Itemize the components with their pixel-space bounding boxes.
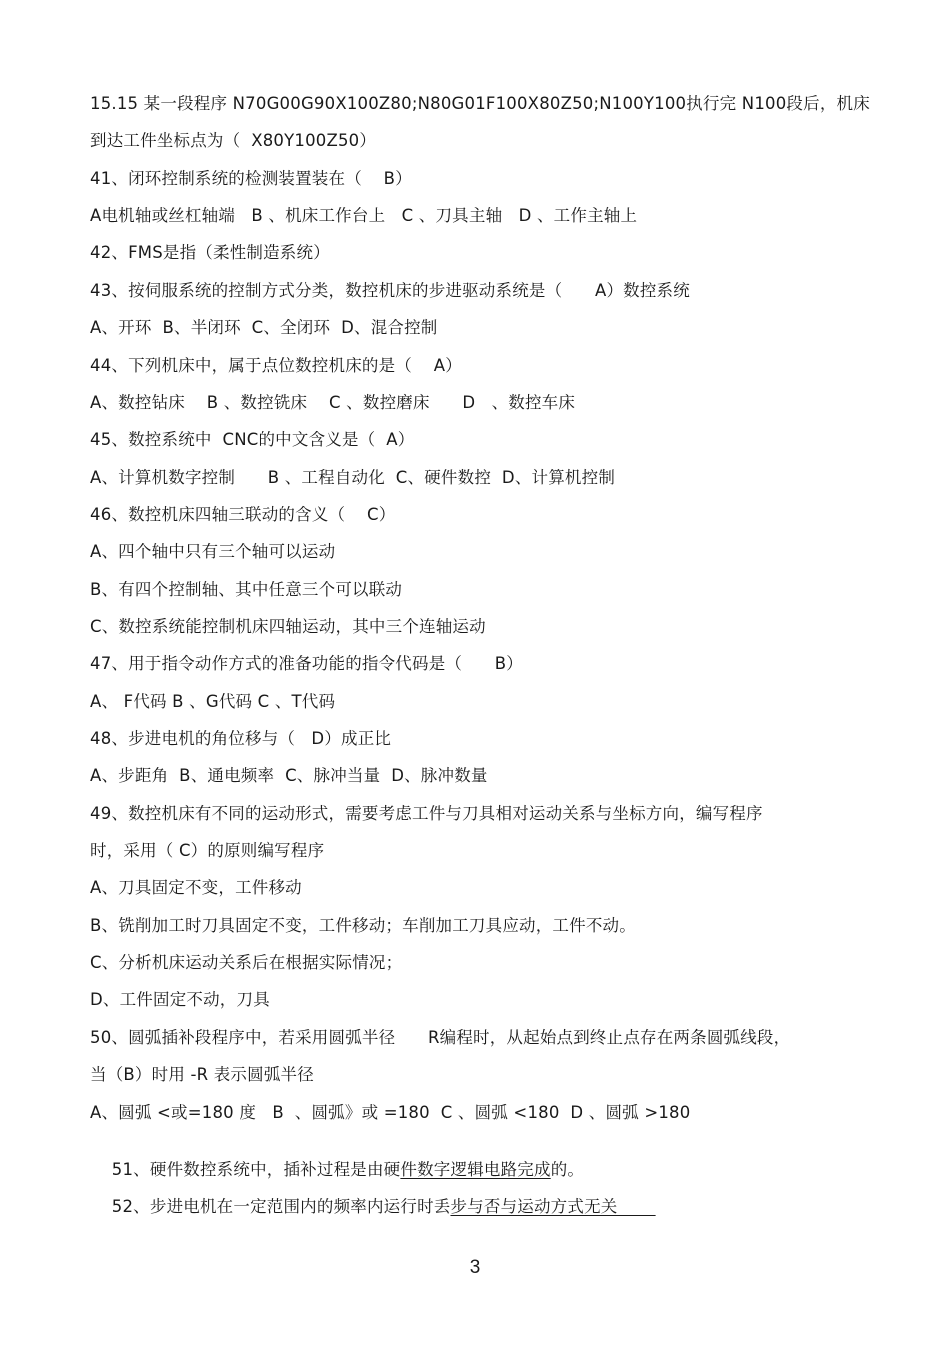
text-line-q49-1: 49、数控机床有不同的运动形式，需要考虑工件与刀具相对运动关系与坐标方向，编写程序 bbox=[90, 804, 763, 823]
text-line-q47-options: A、 F代码 B 、G代码 C 、T代码 bbox=[90, 692, 336, 711]
text-line-q46-option-c: C、数控系统能控制机床四轴运动，其中三个连轴运动 bbox=[90, 617, 486, 636]
text-line-q45: 45、数控系统中 CNC的中文含义是（ A） bbox=[90, 430, 415, 449]
text-line-q46-option-b: B、有四个控制轴、其中任意三个可以联动 bbox=[90, 580, 403, 599]
text-line-q45-options: A、计算机数字控制 B 、工程自动化 C、硬件数控 D、计算机控制 bbox=[90, 468, 616, 487]
text-line-q15-2: 到达工件坐标点为（ X80Y100Z50） bbox=[90, 131, 377, 150]
text-line-q41-options: A电机轴或丝杠轴端 B 、机床工作台上 C 、刀具主轴 D 、工作主轴上 bbox=[90, 206, 638, 225]
text-line-q47: 47、用于指令动作方式的准备功能的指令代码是（ B） bbox=[90, 654, 523, 673]
text-line-q49-option-d: D、工件固定不动，刀具 bbox=[90, 990, 270, 1009]
q51-underlined-answer: 件数字逻辑电路完成 bbox=[400, 1160, 551, 1179]
text-line-q52 bbox=[90, 1177, 656, 1237]
text-line-q43: 43、按伺服系统的控制方式分类，数控机床的步进驱动系统是（ A）数控系统 bbox=[90, 281, 690, 300]
text-line-q49-2: 时，采用（ C）的原则编写程序 bbox=[90, 841, 325, 860]
text-line-q44-options: A、数控钻床 B 、数控铣床 C 、数控磨床 D 、数控车床 bbox=[90, 393, 576, 412]
q51-text: 51、硬件数控系统中，插补过程是由硬 bbox=[111, 1160, 401, 1179]
q52-underlined-answer: 步与否与运动方式无关 bbox=[450, 1197, 656, 1216]
text-line-q49-option-a: A、刀具固定不变，工件移动 bbox=[90, 878, 302, 897]
text-line-q46-option-a: A、四个轴中只有三个轴可以运动 bbox=[90, 542, 336, 561]
text-line-q48-options: A、步距角 B、通电频率 C、脉冲当量 D、脉冲数量 bbox=[90, 766, 488, 785]
text-line-q15-1: 15.15 某一段程序 N70G00G90X100Z80;N80G01F100X80Z50;N100Y100执行完 N100段后，机床 bbox=[90, 94, 870, 113]
text-line-q50-options: A、圆弧 <或=180 度 B 、圆弧》或 =180 C 、圆弧 <180 D 、圆弧 >180 bbox=[90, 1103, 691, 1122]
q51-text-end: 的。 bbox=[550, 1160, 585, 1179]
text-line-q43-options: A、开环 B、半闭环 C、全闭环 D、混合控制 bbox=[90, 318, 438, 337]
text-line-q49-option-b: B、铣削加工时刀具固定不变，工件移动；车削加工刀具应动，工件不动。 bbox=[90, 916, 636, 935]
text-line-q42: 42、FMS是指（柔性制造系统） bbox=[90, 243, 330, 262]
text-line-q50-1: 50、圆弧插补段程序中，若采用圆弧半径 R编程时，从起始点到终止点存在两条圆弧线段， bbox=[90, 1028, 791, 1047]
page-number: 3 bbox=[469, 1257, 481, 1278]
q52-text: 52、步进电机在一定范围内的频率内运行时丢 bbox=[111, 1197, 451, 1216]
text-line-q49-option-c: C、分析机床运动关系后在根据实际情况； bbox=[90, 953, 403, 972]
text-line-q48: 48、步进电机的角位移与（ D）成正比 bbox=[90, 729, 392, 748]
text-line-q50-2: 当（B）时用 -R 表示圆弧半径 bbox=[90, 1065, 314, 1084]
text-line-q41: 41、闭环控制系统的检测装置装在（ B） bbox=[90, 169, 412, 188]
text-line-q46: 46、数控机床四轴三联动的含义（ C） bbox=[90, 505, 396, 524]
text-line-q44: 44、下列机床中，属于点位数控机床的是（ A） bbox=[90, 356, 462, 375]
